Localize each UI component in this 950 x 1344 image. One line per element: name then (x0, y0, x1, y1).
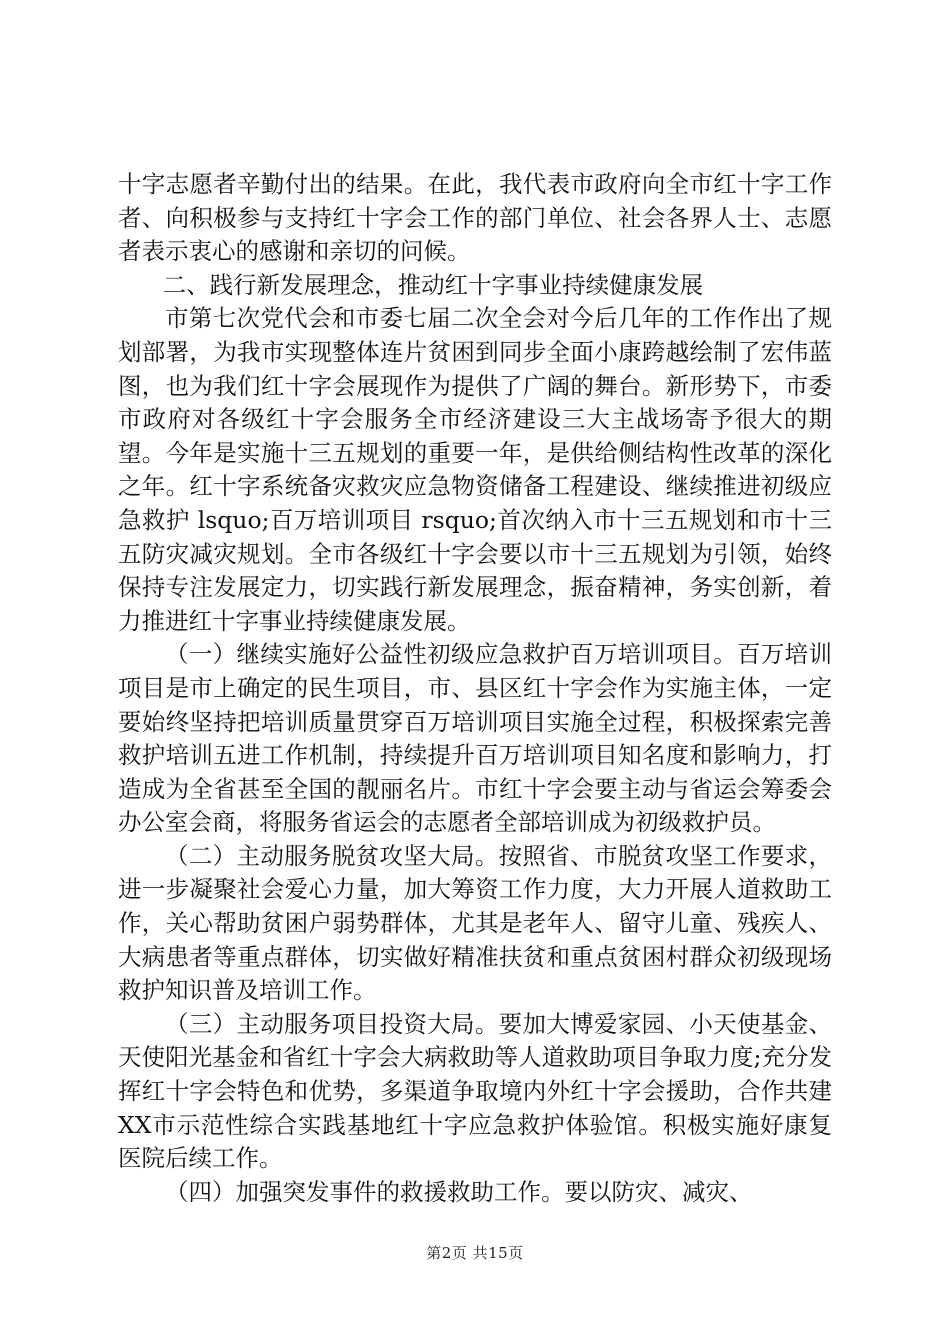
paragraph-item-2: （二）主动服务脱贫攻坚大局。按照省、市脱贫攻坚工作要求，进一步凝聚社会爱心力量，加大筹资工作力度，大力开展人道救助工作，关心帮助贫困户弱势群体，尤其是老年人、留守儿童、残疾人、大病患者等重点群体，切实做好精准扶贫和重点贫困村群众初级现场救护知识普及培训工作。 (118, 841, 832, 1005)
section-heading: 二、践行新发展理念，推动红十字事业持续健康发展 (162, 270, 704, 299)
document-body (118, 168, 832, 1209)
paragraph-item-3: （三）主动服务项目投资大局。要加大博爱家园、小天使基金、天使阳光基金和省红十字会大病救助等人道救助项目争取力度;充分发挥红十字会特色和优势，多渠道争取境内外红十字会援助，合作共建XX市示范性综合实践基地红十字应急救护体验馆。积极实施好康复医院后续工作。 (118, 1009, 832, 1173)
paragraph-continuation: 十字志愿者辛勤付出的结果。在此，我代表市政府向全市红十字工作者、向积极参与支持红十字会工作的部门单位、社会各界人士、志愿者表示衷心的感谢和亲切的问候。 (118, 170, 832, 266)
page-number-footer: 第2页 共15页 (426, 1244, 524, 1262)
paragraph-planning: 市第七次党代会和市委七届二次全会对今后几年的工作作出了规划部署，为我市实现整体连片贫困到同步全面小康跨越绘制了宏伟蓝图，也为我们红十字会展现作为提供了广阔的舞台。新形势下，市委市政府对各级红十字会服务全市经济建设三大主战场寄予很大的期望。今年是实施十三五规划的重要一年，是供给侧结构性改革的深化之年。红十字系统备灾救灾应急物资储备工程建设、继续推进初级应急救护 lsquo;百万培训项目 rsquo;首次纳入市十三五规划和市十三五防灾减灾规划。全市各级红十字会要以市十三五规划为引领，始终保持专注发展定力，切实践行新发展理念，振奋精神，务实创新，着力推进红十字事业持续健康发展。 (118, 304, 832, 635)
paragraph-item-1: （一）继续实施好公益性初级应急救护百万培训项目。百万培训项目是市上确定的民生项目，市、县区红十字会作为实施主体，一定要始终坚持把培训质量贯穿百万培训项目实施全过程，积极探索完善救护培训五进工作机制，持续提升百万培训项目知名度和影响力，打造成为全省甚至全国的靓丽名片。市红十字会要主动与省运会筹委会办公室会商，将服务省运会的志愿者全部培训成为初级救护员。 (118, 640, 832, 837)
paragraph-item-4: （四）加强突发事件的救援救助工作。要以防灾、减灾、 (165, 1177, 753, 1206)
